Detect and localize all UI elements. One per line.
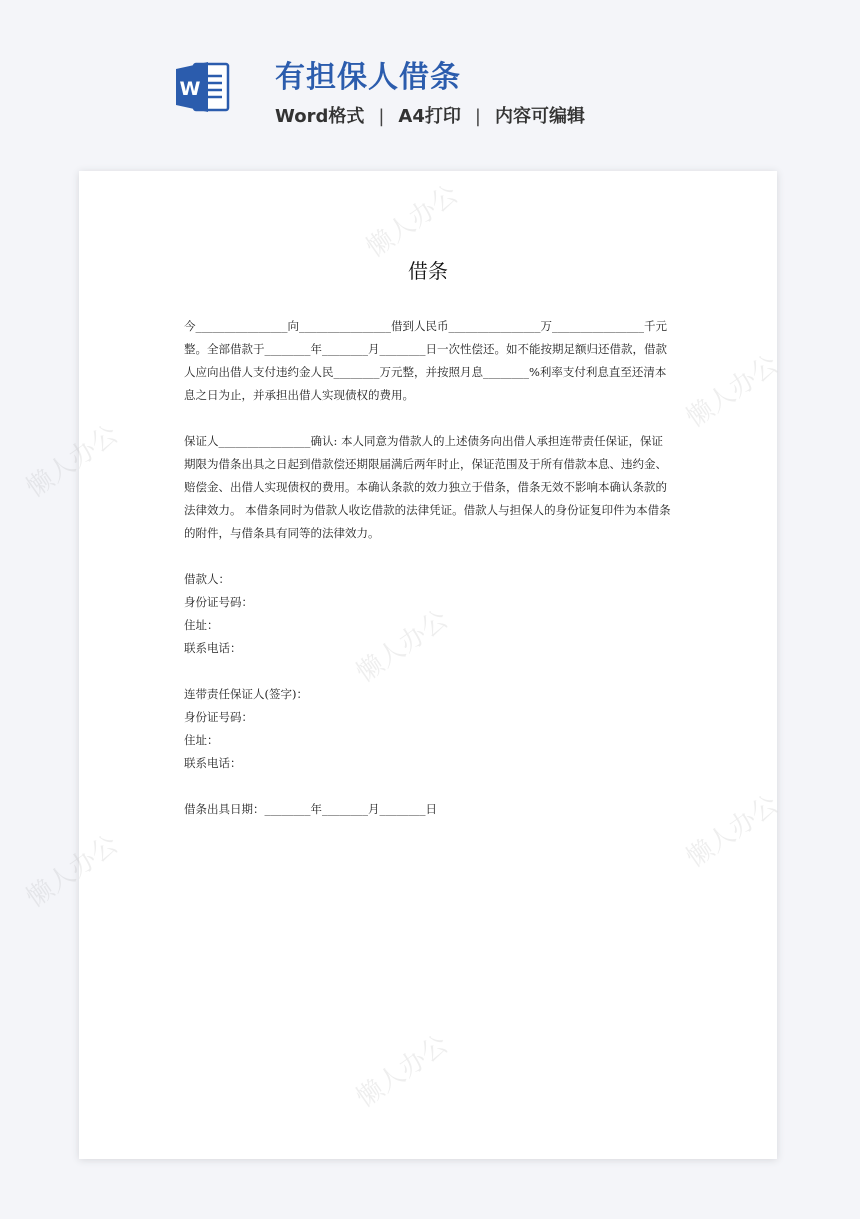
watermark: 懒人办公 xyxy=(361,179,464,264)
feature-separator: | xyxy=(474,106,481,127)
document-body xyxy=(184,315,673,821)
guarantor-phone-label: 联系电话： xyxy=(184,756,242,770)
feature-a4-print: A4打印 xyxy=(398,106,461,127)
feature-separator: | xyxy=(378,106,385,127)
watermark: 懒人办公 xyxy=(351,604,454,689)
document-title: 借条 xyxy=(408,259,448,283)
borrower-id-label: 身份证号码： xyxy=(184,595,253,609)
guarantee-paragraph: 保证人________________确认: 本人同意为借款人的上述债务向出借人承担连带责任保证，保证期限为借条出具之日起到借款偿还期限届满后两年时止，保证范围及于所有借款本息、违约金、赔偿金、出借人实现债权的费用。本确认条款的效力独立于借条，借条无效不影响本确认条款的法律效力。 本借条同时为借款人收讫借款的法律凭证。借款人与担保人的身份证复印件为本借条的附件，与借条具有同等的法律效力。 xyxy=(184,434,671,540)
issue-date-line: 借条出具日期：________年________月________日 xyxy=(184,802,437,816)
watermark: 懒人办公 xyxy=(681,349,784,434)
borrower-name-label: 借款人： xyxy=(184,572,230,586)
document-page xyxy=(21,171,784,1159)
watermark: 懒人办公 xyxy=(21,419,124,504)
guarantor-name-label: 连带责任保证人(签字)： xyxy=(184,687,308,701)
borrower-phone-label: 联系电话： xyxy=(184,641,242,655)
guarantor-address-label: 住址： xyxy=(184,733,219,747)
watermark: 懒人办公 xyxy=(21,829,124,914)
feature-editable: 内容可编辑 xyxy=(494,106,585,127)
word-doc-icon xyxy=(176,60,230,114)
feature-list xyxy=(275,102,585,128)
feature-word-format: Word格式 xyxy=(275,106,365,127)
page-title: 有担保人借条 xyxy=(275,60,461,95)
loan-terms-paragraph: 今________________向________________借到人民币________________万________________千元整。全部借款于________年________月________日一次性偿还。如不能按期足额归还借款，借款人应向出借人支付违约金人民________万元整，并按照月息________%利率支付利息直至还清本息之日为止，并承担出借人实现债权的费用。 xyxy=(184,319,667,402)
watermark: 懒人办公 xyxy=(681,789,784,874)
svg-text:W: W xyxy=(179,78,201,100)
borrower-address-label: 住址： xyxy=(184,618,219,632)
watermark: 懒人办公 xyxy=(351,1029,454,1114)
guarantor-id-label: 身份证号码： xyxy=(184,710,253,724)
